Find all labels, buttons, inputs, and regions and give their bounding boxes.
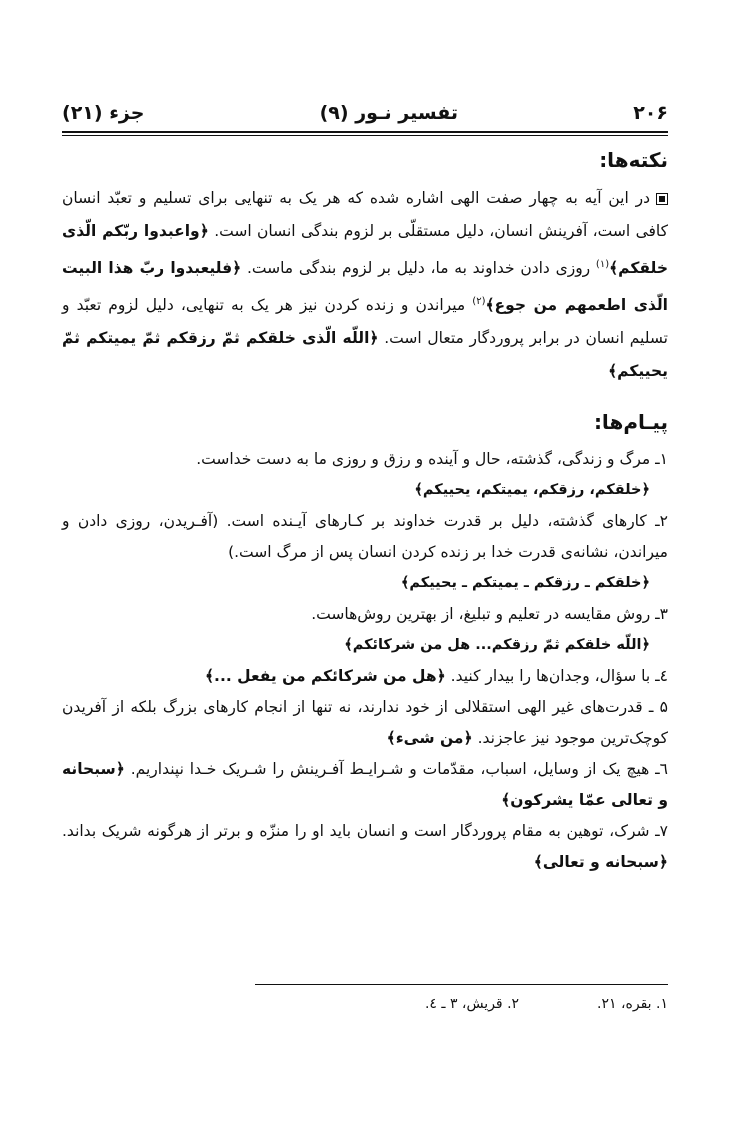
message-item (62, 444, 668, 506)
verse-1: ﴿واعبدوا ربّکم الّذی خلقکم﴾ (62, 222, 668, 278)
notes-paragraph (62, 182, 668, 388)
message-text: ۷ـ شرک، توهین به مقام پروردگار است و انسان باید او را منزّه و برتر از هرگونه شریک بداند. (62, 822, 668, 841)
verse-3: ﴿اللّه الّذی خلقکم ثمّ رزقکم ثمّ یمیتکم ثمّ یحییکم﴾ (62, 329, 668, 381)
message-verse: ﴿سبحانه و تعالی عمّا یشرکون﴾ (62, 760, 668, 810)
message-item (62, 692, 668, 754)
message-text: ۳ـ روش مقایسه در تعلیم و تبلیغ، از بهترین روش‌هاست. (311, 605, 668, 624)
message-item (62, 816, 668, 878)
notes-text-3: میراندن و زنده کردن نیز هر یک به تنهایی، دلیل لزوم تعبّد و تسلیم انسان در برابر پروردگار متعال است. (62, 296, 668, 348)
notes-text-2: روزی دادن خداوند به ما، دلیل بر لزوم بندگی ماست. (246, 259, 596, 278)
message-text: ۵ ـ قدرت‌های غیر الهی استقلالی از خود ندارند، نه تنها از انجام کارهای بزرگ بلکه از آفریدن کوچک‌ترین موجود نیز عاجزند. (62, 698, 668, 748)
notes-heading: نکته‌ها: (599, 148, 668, 172)
message-item-7 (62, 816, 668, 878)
message-item-4 (62, 661, 668, 692)
page-header (62, 96, 668, 130)
square-bullet-icon (656, 193, 668, 205)
footnote-ref-2[interactable]: (۲) (472, 296, 486, 308)
page-content (62, 144, 668, 878)
message-verse: ﴿خلقکم ـ رزقکم ـ یمیتکم ـ یحییکم﴾ (400, 575, 650, 592)
header-divider (62, 131, 668, 133)
message-verse: ﴿خلقکم، رزقکم، یمیتکم، یحییکم﴾ (414, 482, 650, 499)
message-item (62, 754, 668, 816)
message-item (62, 661, 668, 692)
part-label: جزء (۲۱) (62, 102, 145, 124)
verse-2: ﴿فلیعبدوا ربّ هذا البیت الّذی اطعمهم من جوع﴾ (62, 259, 668, 315)
message-item-5 (62, 692, 668, 754)
message-text: ۲ـ کارهای گذشته، دلیل بر قدرت خداوند بر کـارهای آیـنده است. (آفـریدن، روزی دادن و میراندن، نشانه‌ی قدرت خدا بر زنده کردن انسان پس از مرگ است.) (62, 512, 668, 562)
message-text: ۱ـ مرگ و زندگی، گذشته، حال و آینده و رزق و روزی ما به دست خداست. (196, 450, 668, 469)
message-item (62, 506, 668, 599)
message-text: ٦ـ هیچ یک از وسایل، اسباب، مقدّمات و شـرایـط آفـرینش را شـریک خـدا نپنداریم. (130, 760, 668, 779)
footnote-1: ۱. بقره، ۲۱. (597, 996, 668, 1012)
header-divider-thin (62, 135, 668, 136)
footnote-2: ۲. قریش، ۳ ـ ٤. (424, 996, 520, 1012)
page-number: ۲۰۶ (633, 102, 668, 124)
message-item-6 (62, 754, 668, 816)
footnote-ref-1[interactable]: (۱) (595, 259, 610, 270)
footnote-divider (255, 984, 668, 985)
message-verse: ﴿سبحانه و تعالی﴾ (533, 853, 668, 872)
message-verse: ﴿هل من شرکائکم من یفعل ...﴾ (204, 667, 446, 686)
message-verse: ﴿من شیء﴾ (386, 729, 473, 748)
message-item (62, 599, 668, 661)
notes-text-1: در این آیه به چهار صفت الهی اشاره شده که هر یک به تنهایی برای تسلیم و تعبّد انسان کافی است، آفرینش انسان، دلیل مستقلّی بر لزوم بندگی انسان است. (62, 189, 669, 240)
messages-heading: پیـام‌ها: (593, 410, 668, 435)
footnotes (62, 996, 668, 1012)
message-verse: ﴿اللّه خلقکم ثمّ رزقکم... هل من شرکائکم﴾ (344, 637, 650, 654)
book-title: تفسیر نـور (۹) (319, 102, 459, 124)
message-text: ٤ـ با سؤال، وجدان‌ها را بیدار کنید. (450, 667, 668, 686)
